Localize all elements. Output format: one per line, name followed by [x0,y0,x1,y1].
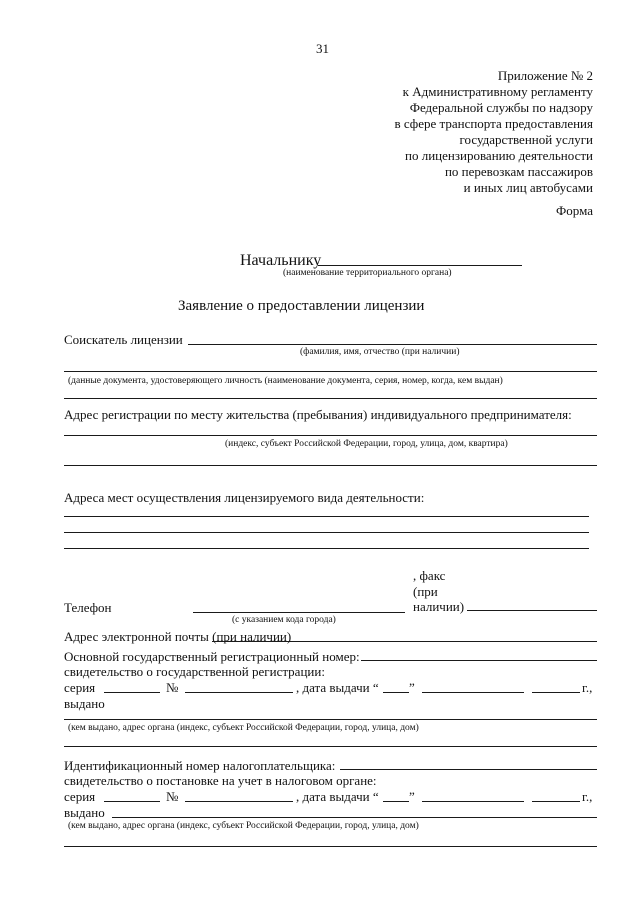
inn-quote-close: ” [409,789,415,804]
inn-series-label: серия [64,789,96,804]
page-number: 31 [316,41,329,56]
ogrn-issued-caption: (кем выдано, адрес органа (индекс, субъект Российской Федерации, город, улица, дом) [68,723,419,733]
inn-certificate-label: свидетельство о постановке на учет в налоговом органе: [64,773,377,788]
phone-caption: (с указанием кода города) [232,615,336,625]
inn-cert-number-line[interactable] [185,801,293,802]
ogrn-issued-line[interactable] [64,719,597,720]
inn-issued-caption: (кем выдано, адрес органа (индекс, субъект Российской Федерации, город, улица, дом) [68,821,419,831]
activity-address-line-2[interactable] [64,532,589,533]
phone-label: Телефон [64,600,112,615]
registration-address-caption: (индекс, субъект Российской Федерации, город, улица, дом, квартира) [225,439,508,449]
fax-line[interactable] [467,610,597,611]
inn-series-line[interactable] [104,801,160,802]
ogrn-year-line[interactable] [532,692,580,693]
applicant-name-caption: (фамилия, имя, отчество (при наличии) [300,347,460,357]
ogrn-certificate-label: свидетельство о государственной регистрации: [64,664,325,679]
inn-day-line[interactable] [383,801,409,802]
ogrn-date-label: , дата выдачи “ [296,680,379,695]
fax-label-line-3: наличии) [413,599,465,614]
inn-number-line[interactable] [340,769,597,770]
ogrn-issued-line-2[interactable] [64,746,597,747]
ogrn-number-line[interactable] [361,660,597,661]
ogrn-issued-label: выдано [64,696,105,711]
inn-number-sign: № [166,789,179,804]
applicant-document-caption: (данные документа, удостоверяющего личность (наименование документа, серия, номер, когда, кем выдан) [68,376,503,386]
appendix-line-6: по лицензированию деятельности [405,148,593,163]
inn-issued-label: выдано [64,805,105,820]
registration-address-label: Адрес регистрации по месту жительства (пребывания) индивидуального предпринимателя: [64,407,572,422]
ogrn-number-sign: № [166,680,179,695]
addressee-caption: (наименование территориального органа) [283,268,452,278]
registration-address-line-2[interactable] [64,465,597,466]
fax-label-line-1: , факс [413,568,446,583]
appendix-line-3: Федеральной службы по надзору [409,100,593,115]
ogrn-year-label: г., [582,680,593,695]
ogrn-cert-number-line[interactable] [185,692,293,693]
appendix-line-1: Приложение № 2 [497,68,593,83]
appendix-line-7: по перевозкам пассажиров [444,164,593,179]
activity-addresses-label: Адреса мест осуществления лицензируемого вида деятельности: [64,490,425,505]
inn-label: Идентификационный номер налогоплательщика: [64,758,336,773]
inn-month-line[interactable] [422,801,524,802]
phone-line[interactable] [193,612,405,613]
applicant-document-line[interactable] [64,371,597,372]
appendix-line-4: в сфере транспорта предоставления [394,116,593,131]
appendix-line-8: и иных лиц автобусами [463,180,593,195]
applicant-label: Соискатель лицензии [64,332,183,347]
inn-issued-line[interactable] [112,817,597,818]
email-label: Адрес электронной почты (при наличии) [64,629,292,644]
ogrn-series-label: серия [64,680,96,695]
inn-year-line[interactable] [532,801,580,802]
activity-address-line-1[interactable] [64,516,589,517]
appendix-line-2: к Административному регламенту [402,84,593,99]
applicant-document-line-2[interactable] [64,398,597,399]
email-line[interactable] [212,641,597,642]
form-label: Форма [556,203,593,218]
ogrn-series-line[interactable] [104,692,160,693]
registration-address-line-1[interactable] [64,435,597,436]
fax-label-line-2: (при [413,584,438,599]
appendix-line-5: государственной услуги [459,132,593,147]
applicant-name-line[interactable] [188,344,597,345]
inn-date-label: , дата выдачи “ [296,789,379,804]
addressee-label: Начальнику [240,252,322,269]
ogrn-day-line[interactable] [383,692,409,693]
ogrn-month-line[interactable] [422,692,524,693]
form-title: Заявление о предоставлении лицензии [178,298,425,314]
ogrn-label: Основной государственный регистрационный номер: [64,649,360,664]
addressee-line[interactable] [318,265,522,266]
ogrn-quote-close: ” [409,680,415,695]
inn-year-label: г., [582,789,593,804]
inn-issued-line-2[interactable] [64,846,597,847]
activity-address-line-3[interactable] [64,548,589,549]
